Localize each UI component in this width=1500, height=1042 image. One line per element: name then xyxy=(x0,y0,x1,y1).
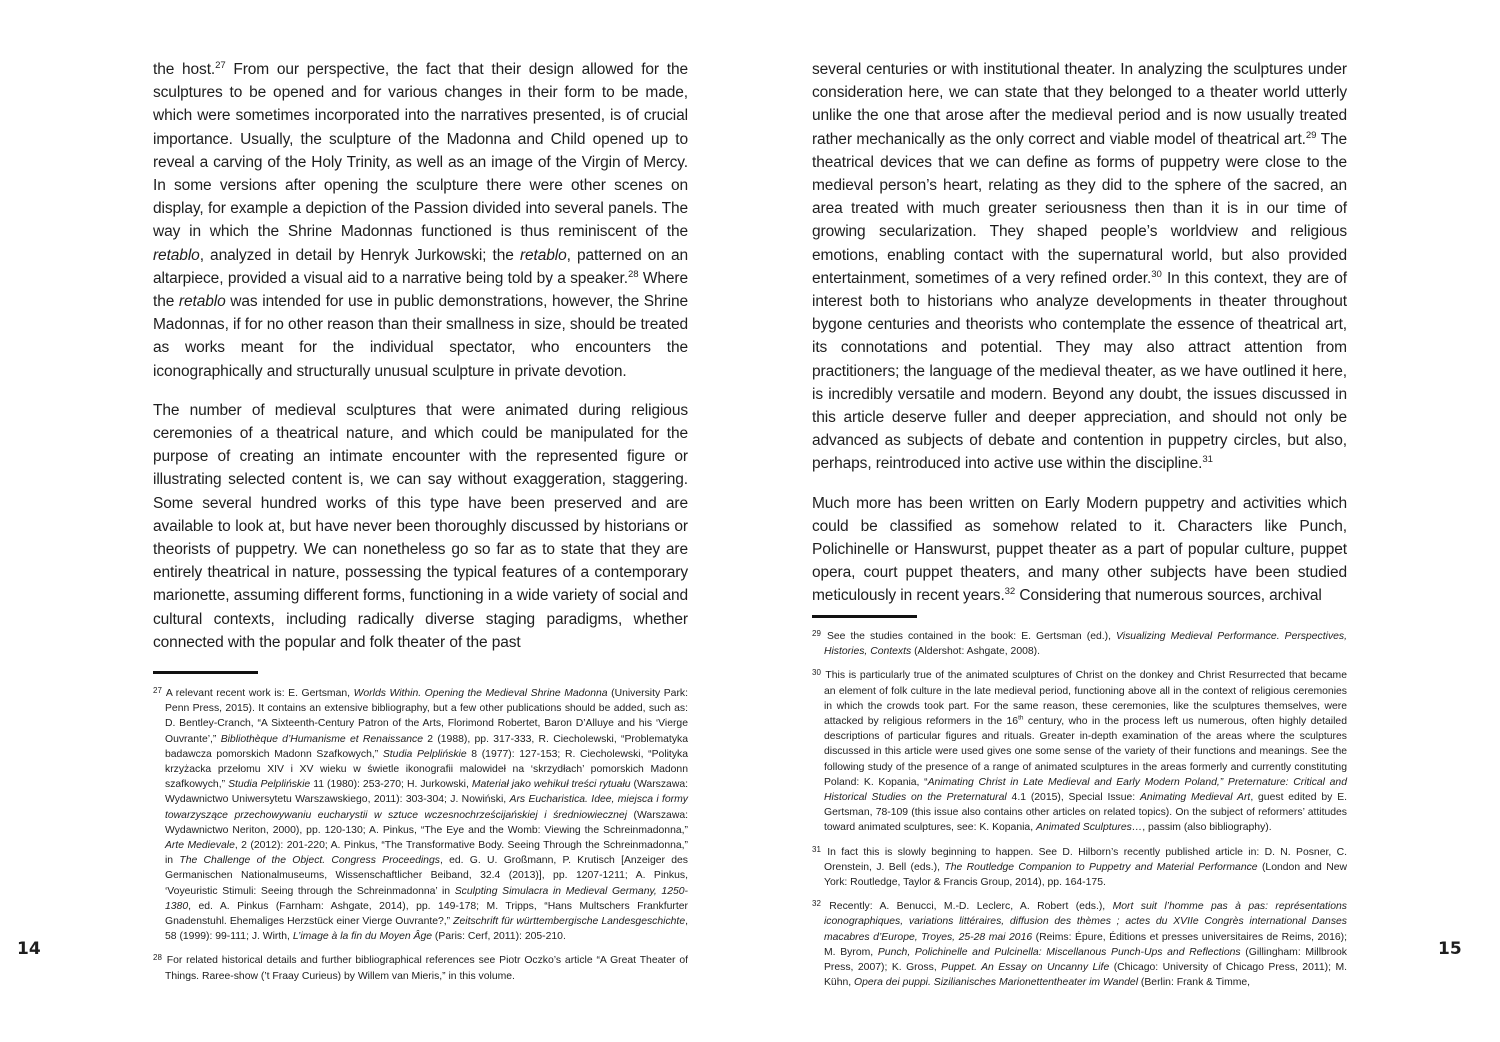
italic-text: Arte Medievale xyxy=(165,840,235,852)
footnote-number: 30 xyxy=(812,668,821,678)
footnote-reference: th xyxy=(1018,714,1024,722)
footnote-number: 31 xyxy=(812,844,821,854)
footnote-28: $^{28}$ For related historical details and further bibliographical references see Piotr Oczko’s article “A Great Theater of Things. Raree-show (’t Fraay Curieus) by Willem van Mieris,” in this volume. xyxy=(153,953,688,982)
left-page-column xyxy=(153,58,688,670)
italic-text: Sculpting Simulacra in Medieval Germany, 1250-1380 xyxy=(165,885,689,912)
italic-text: Animated Sculptures… xyxy=(1035,822,1143,834)
footnote-reference: 28 xyxy=(627,268,639,280)
left-paragraph-1: the host.$^{27}$ From our perspective, the fact that their design allowed for the sculptures to be opened and for various changes in their form to be made, which were sometimes incorporated into the narratives presented, is of crucial importance. Usually, the sculpture of the Madonna and Child opened up to reveal a carving of the Holy Trinity, as well as an image of the Virgin of Mercy. In some versions after opening the sculpture there were other scenes on display, for example a depiction of the Passion divided into several panels. The way in which the Shrine Madonnas functioned is thus reminiscent of the retablo, analyzed in detail by Henryk Jurkowski; the retablo, patterned on an altarpiece, provided a visual aid to a narrative being told by a speaker.$^{28}$ Where the retablo was intended for use in public demonstrations, however, the Shrine Madonnas, if for no other reason than their smallness in size, should be treated as works meant for the individual spectator, who encounters the iconographically and structurally unusual sculpture in private devotion. xyxy=(153,59,689,380)
right-paragraph-2: Much more has been written on Early Modern puppetry and activities which could be classified as somehow related to it. Characters like Punch, Polichinelle or Hanswurst, puppet theater as a part of popular culture, puppet opera, court puppet theaters, and many other subjects have been studied meticulously in recent years.$^{32}$ Considering that numerous sources, archival xyxy=(812,494,1347,605)
italic-text: Studia Pelplińskie xyxy=(228,779,311,791)
right-page-column xyxy=(812,58,1347,624)
footnote-29: $^{29}$ See the studies contained in the book: E. Gertsman (ed.), Visualizing Medieval Performance. Perspectives, Histories, Contexts (Aldershot: Ashgate, 2008). xyxy=(812,629,1348,658)
footnote-number: 28 xyxy=(153,953,162,963)
italic-text: Visualizing Medieval Performance. Perspectives, Histories, Contexts xyxy=(824,631,1348,658)
right-footnotes xyxy=(812,626,1347,996)
footnote-separator-right xyxy=(812,615,917,618)
italic-text: Animating Medieval Art xyxy=(1140,792,1251,804)
footnote-reference: 30 xyxy=(1151,268,1162,280)
footnote-27: $^{27}$ A relevant recent work is: E. Gertsman, Worlds Within. Opening the Medieval Shrine Madonna (University Park: Penn Press, 2015). It contains an extensive bibliography, but a few other publications should be added, such as: D. Bentley-Cranch, “A Sixteenth-Century Patron of the Arts, Florimond Robertet, Baron D’Alluye and his ‘Vierge Ouvrante’,” Bibliothèque d’Humanisme et Renaissance 2 (1988), pp. 317-333, R. Ciecholewski, “Problematyka badawcza pomorskich Madonn Szafkowych,” Studia Pelplińskie 8 (1977): 127-153; R. Ciecholewski, “Polityka krzyżacka przełomu XIV i XV wieku w świetle ikonografii malowideł na ‘skrzydłach’ pomorskich Madonn szafkowych,” Studia Pelplińskie 11 (1980): 253-270; H. Jurkowski, Materiał jako wehikuł treści rytuału (Warszawa: Wydawnictwo Uniwersytetu Warszawskiego, 2011): 303-304; J. Nowiński, Ars Eucharistica. Idee, miejsca i formy towarzyszące przechowywaniu eucharystii w sztuce wczesnochrześcijańskiej i średniowiecznej (Warszawa: Wydawnictwo Neriton, 2000), pp. 120-130; A. Pinkus, “The Eye and the Womb: Viewing the Schreinmadonna,” Arte Medievale, 2 (2012): 201-220; A. Pinkus, “The Transformative Body. Seeing Through the Schreinmadonna,” in The Challenge of the Object. Congress Proceedings, ed. G. U. Großmann, P. Krutisch [Anzeiger des Germanischen Nationalmuseums, Wissenschaftlicher Beiband, 32.4 (2013)], pp. 1207-1211; A. Pinkus, ‘Voyeuristic Stimuli: Seeing through the Schreinmadonna’ in Sculpting Simulacra in Medieval Germany, 1250-1380, ed. A. Pinkus (Farnham: Ashgate, 2014), pp. 149-178; M. Tripps, “Hans Multschers Frankfurter Gnadenstuhl. Ehemaliges Herzstück einer Vierge Ouvrante?,” Zeitschrift für württembergische Landesgeschichte, 58 (1999): 99-111; J. Wirth, L’image à la fin du Moyen Âge (Paris: Cerf, 2011): 205-210. xyxy=(153,686,689,943)
footnote-separator-left xyxy=(153,671,258,674)
footnote-number: 27 xyxy=(153,686,162,695)
italic-text: Animating Christ in Late Medieval and Early Modern Poland,” Preternature: Critical and Historical Studies on the Preternatural xyxy=(824,776,1347,804)
italic-text: retablo xyxy=(178,293,226,311)
footnote-32: $^{32}$ Recently: A. Benucci, M.-D. Leclerc, A. Robert (eds.), Mort suit l’homme pas à pas: représentations iconographiques, variations littéraires, diffusion des thèmes ; actes du XVIIe Congrès international Danses macabres d’Europe, Troyes, 25-28 mai 2016 (Reims: Épure, Éditions et presses universitaires de Reims, 2016); M. Byrom, Punch, Polichinelle and Pulcinella: Miscellanous Punch-Ups and Reflections (Gillingham: Millbrook Press, 2007); K. Gross, Puppet. An Essay on Uncanny Life (Chicago: University of Chicago Press, 2011); M. Kühn, Opera dei puppi. Sizilianisches Marionettentheater im Wandel (Berlin: Frank & Timme, xyxy=(812,899,1348,989)
footnote-31: $^{31}$ In fact this is slowly beginning to happen. See D. Hilborn’s recently published article in: D. N. Posner, C. Orenstein, J. Bell (eds.), The Routledge Companion to Puppetry and Material Performance (London and New York: Routledge, Taylor & Francis Group, 2014), pp. 164-175. xyxy=(812,844,1348,889)
footnote-30: $^{30}$ This is particularly true of the animated sculptures of Christ on the donkey and Christ Resurrected that became an element of folk culture in the late medieval period, functioning above all in the context of religious ceremonies in which the crowds took part. For the same reason, these ceremonies, like the sculptures themselves, were attacked by religious reformers in the 16th century, who in the process left us numerous, often highly detailed descriptions of particular figures and rituals. Greater in-depth examination of the areas where the sculptures discussed in this article were used gives one some sense of the variety of their functions and meanings. See the following study of the presence of a range of animated sculptures in the areas formerly and currently constituting Poland: K. Kopania, “Animating Christ in Late Medieval and Early Modern Poland,” Preternature: Critical and Historical Studies on the Preternatural 4.1 (2015), Special Issue: Animating Medieval Art, guest edited by E. Gertsman, 78-109 (this issue also contains other articles on related topics). On the subject of reformers’ attitudes toward animated sculptures, see: K. Kopania, Animated Sculptures…, passim (also bibliography). xyxy=(812,668,1348,834)
footnote-number: 29 xyxy=(812,629,821,638)
italic-text: Worlds Within. Opening the Medieval Shrine Madonna xyxy=(353,688,608,699)
footnote-reference: 31 xyxy=(1202,454,1213,466)
italic-text: Punch, Polichinelle and Pulcinella: Miscellanous Punch-Ups and Reflections xyxy=(877,946,1241,958)
right-paragraph-1: several centuries or with institutional theater. In analyzing the sculptures under consideration here, we can state that they belonged to a theater world utterly unlike the one that arose after the medieval period and is now usually treated rather mechanically as the only correct and viable model of theatrical art.$^{29}$ The theatrical devices that we can define as forms of puppetry were close to the medieval person’s heart, relating as they did to the sphere of the sacred, an area treated with much greater seriousness then than it is in our time of growing secularization. They shaped people’s worldview and religious emotions, enabling contact with the supernatural world, but also provided entertainment, sometimes of a very refined order.$^{30}$ In this context, they are of interest both to historians who analyze developments in theater throughout bygone centuries and theorists who contemplate the essence of theatrical art, its connotations and potential. They may also attract attention from practitioners; the language of the medieval theater, as we have outlined it here, is incredibly versatile and modern. Beyond any doubt, the issues discussed in this article deserve fuller and deeper appreciation, and should not only be advanced as subjects of debate and contention in puppetry circles, but also, perhaps, reintroduced into active use within the discipline.$^{31}$ xyxy=(812,61,1348,473)
italic-text: Mort suit l’homme pas à pas: représentations iconographiques, variations littéraires, diffusion des thèmes ; actes du XVIIe Congrès international Danses macabres d’Europe, Troyes, 25-28 mai 2016 xyxy=(824,901,1347,943)
italic-text: Materiał jako wehikuł treści rytuału xyxy=(471,779,631,791)
italic-text: Puppet. An Essay on Uncanny Life xyxy=(941,962,1110,974)
left-footnotes xyxy=(153,683,688,990)
italic-text: L’image à la fin du Moyen Âge xyxy=(292,931,433,943)
page-number-left: 14 xyxy=(17,939,41,959)
page-number-right: 15 xyxy=(1438,939,1462,959)
italic-text: Bibliothèque d’Humanisme et Renaissance xyxy=(220,733,423,745)
footnote-reference: 27 xyxy=(215,59,226,71)
italic-text: retablo xyxy=(153,246,200,264)
footnote-number: 32 xyxy=(812,899,821,909)
italic-text: The Challenge of the Object. Congress Proceedings xyxy=(179,855,440,867)
italic-text: Opera dei puppi. Sizilianisches Marionettentheater im Wandel xyxy=(854,977,1139,989)
italic-text: Zeitschrift für württembergische Landesgeschichte xyxy=(453,916,686,928)
italic-text: Ars Eucharistica. Idee, miejsca i formy towarzyszące przechowywaniu eucharystii w sztuce wczesnochrześcijańskiej i średniowiecznej xyxy=(165,794,688,821)
footnote-reference: 32 xyxy=(1004,586,1016,598)
footnote-reference: 29 xyxy=(1305,129,1317,141)
italic-text: Studia Pelplińskie xyxy=(382,748,467,760)
left-paragraph-2: The number of medieval sculptures that were animated during religious ceremonies of a theatrical nature, and which could be manipulated for the purpose of creating an intimate encounter with the represented figure or illustrating selected content is, we can say without exaggeration, staggering. Some several hundred works of this type have been preserved and are available to look at, but have never been thoroughly discussed by historians or theorists of puppetry. We can nonetheless go so far as to state that they are entirely theatrical in nature, possessing the typical features of a contemporary marionette, assuming different forms, functioning in a wide variety of social and cultural contexts, including radically diverse staging paradigms, whether connected with the popular and folk theater of the past xyxy=(153,401,688,651)
italic-text: retablo xyxy=(519,246,567,264)
italic-text: The Routledge Companion to Puppetry and Material Performance xyxy=(944,861,1258,873)
